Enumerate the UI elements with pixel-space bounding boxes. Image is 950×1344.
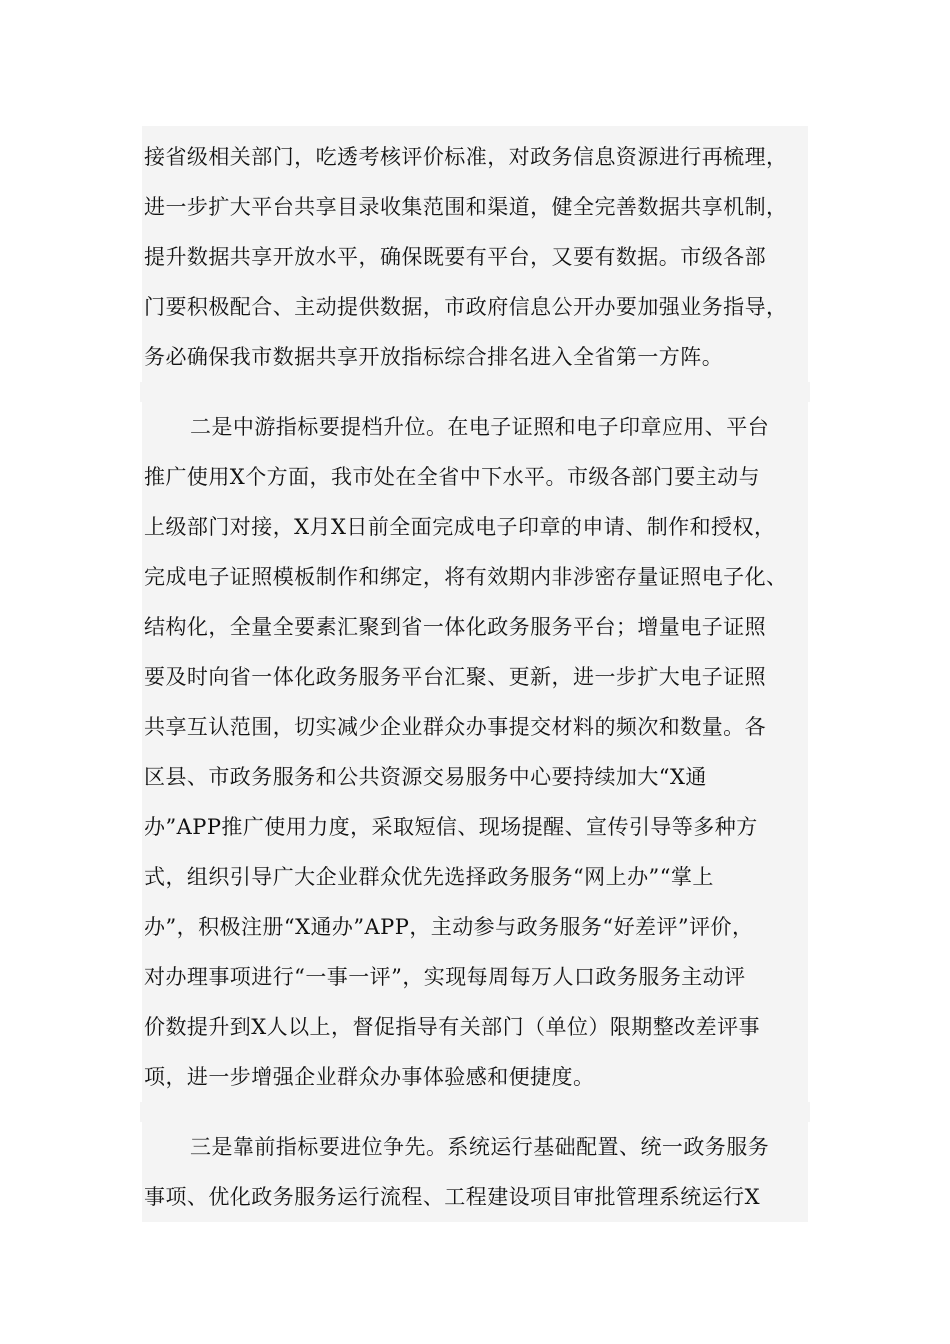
paragraph-line: 三是靠前指标要进位争先。系统运行基础配置、统一政务服务 [190,1135,770,1159]
paragraph-1 [142,132,808,382]
paragraph-gap [140,382,810,402]
paragraph-line: 价数提升到X人以上，督促指导有关部门（单位）限期整改差评事 [144,1015,760,1039]
paragraph-line: 项，进一步增强企业群众办事体验感和便捷度。 [144,1065,595,1089]
paragraph-line: 门要积极配合、主动提供数据，市政府信息公开办要加强业务指导， [144,295,788,319]
paragraph-2 [142,402,808,1102]
paragraph-line: 进一步扩大平台共享目录收集范围和渠道，健全完善数据共享机制， [144,195,788,219]
paragraph-line: 务必确保我市数据共享开放指标综合排名进入全省第一方阵。 [144,345,724,369]
paragraph-line: 结构化，全量全要素汇聚到省一体化政务服务平台；增量电子证照 [144,615,767,639]
paragraph-line: 办”，积极注册“X通办”APP，主动参与政务服务“好差评”评价， [144,915,754,939]
paragraph-line: 式，组织引导广大企业群众优先选择政务服务“网上办”“掌上 [144,865,714,889]
paragraph-3 [142,1122,808,1222]
paragraph-line: 事项、优化政务服务运行流程、工程建设项目审批管理系统运行X [144,1185,760,1209]
document-body [142,126,808,1222]
paragraph-line: 完成电子证照模板制作和绑定，将有效期内非涉密存量证照电子化、 [144,565,788,589]
paragraph-line: 要及时向省一体化政务服务平台汇聚、更新，进一步扩大电子证照 [144,665,767,689]
paragraph-line: 区县、市政务服务和公共资源交易服务中心要持续加大“X通 [144,765,707,789]
paragraph-line: 推广使用X个方面，我市处在全省中下水平。市级各部门要主动与 [144,465,760,489]
paragraph-line: 提升数据共享开放水平，确保既要有平台，又要有数据。市级各部 [144,245,767,269]
paragraph-line: 上级部门对接，X月X日前全面完成电子印章的申请、制作和授权， [144,515,776,539]
paragraph-line: 接省级相关部门，吃透考核评价标准，对政务信息资源进行再梳理， [144,145,788,169]
paragraph-line: 办”APP推广使用力度，采取短信、现场提醒、宣传引导等多种方 [144,815,758,839]
paragraph-line: 共享互认范围，切实减少企业群众办事提交材料的频次和数量。各 [144,715,767,739]
paragraph-gap [140,1102,810,1122]
paragraph-line: 二是中游指标要提档升位。在电子证照和电子印章应用、平台 [190,415,770,439]
paragraph-line: 对办理事项进行“一事一评”，实现每周每万人口政务服务主动评 [144,965,746,989]
